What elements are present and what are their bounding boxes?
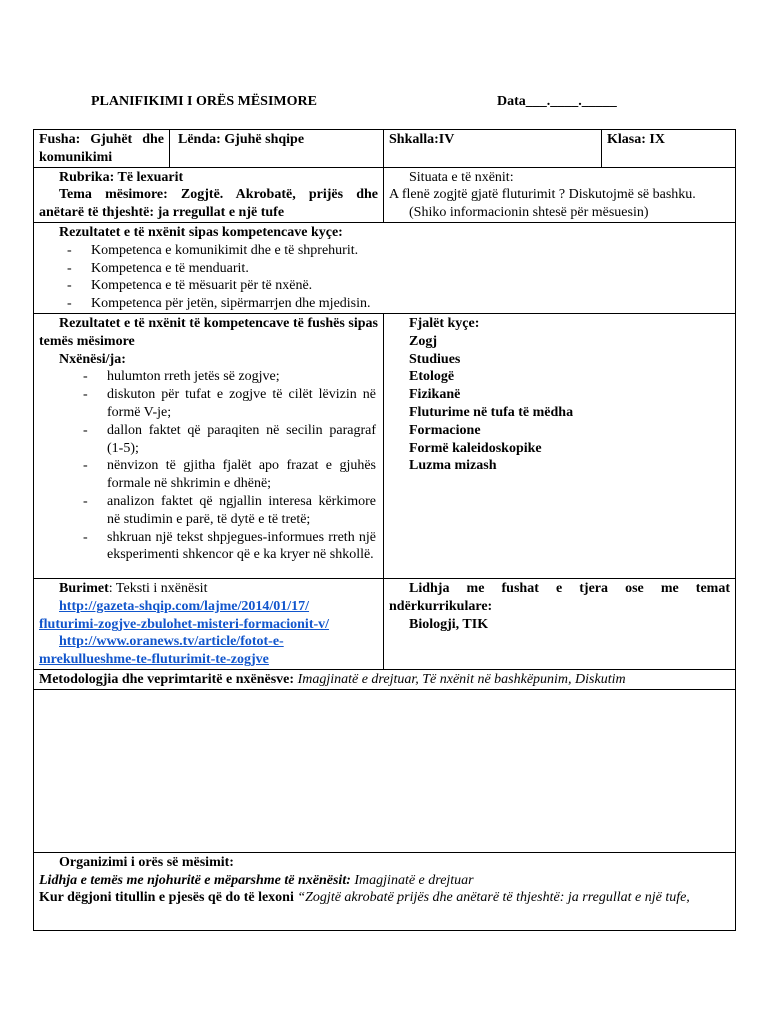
prior-knowledge-label: Lidhja e temës me njohuritë e mëparshme të nxënësit:	[39, 872, 351, 888]
topic-cell	[34, 167, 384, 222]
list-item: - dallon faktet që paraqiten në secilin paragraf (1-5);	[107, 422, 376, 458]
row-organization	[34, 852, 736, 930]
shkalla-cell: Shkalla:IV	[384, 130, 602, 168]
interdisciplinary-label: Lidhja me fushat e tjera ose me temat ndërkurrikulare:	[389, 580, 730, 614]
list-item: - Kompetenca për jetën, sipërmarrjen dhe mjedisin.	[91, 295, 730, 313]
page-title: PLANIFIKIMI I ORËS MËSIMORE	[91, 94, 317, 109]
prior-knowledge-value: Imagjinatë e drejtuar	[350, 872, 474, 888]
link-line	[39, 651, 378, 669]
klasa-cell: Klasa: IX	[602, 130, 736, 168]
list-item: - hulumton rreth jetës së zogjve;	[107, 368, 376, 386]
keyword-item: Etologë	[409, 369, 455, 385]
list-item: - Kompetenca e të mësuarit për të nxënë.	[91, 277, 730, 295]
organization-cell	[34, 852, 736, 930]
keyword-item: Fluturime në tufa të mëdha	[409, 404, 574, 420]
resources-text: : Teksti i nxënësit	[108, 580, 208, 596]
list-item: - Kompetenca e të menduarit.	[91, 260, 730, 278]
methodology-value: Imagjinatë e drejtuar, Të nxënit në bashkëpunim, Diskutim	[297, 671, 626, 687]
list-item: - analizon faktet që ngjallin interesa kërkimore në studimin e parë, të dytë e të tretë;	[107, 493, 376, 529]
field-outcomes-list	[39, 368, 378, 564]
rubrika-text: Rubrika: Të lexuarit	[59, 169, 184, 185]
tema-text: Tema mësimore: Zogjtë. Akrobatë, prijës dhe anëtarë të thjeshtë: ja rregullat e një tufe	[39, 187, 378, 221]
row-subject-info	[34, 130, 736, 168]
list-item: - shkruan një tekst shpjegues-informues rreth një eksperimenti shkencor që e ka kryer në shkollë.	[107, 529, 376, 565]
situata-note: (Shiko informacionin shtesë për mësuesin)	[409, 205, 649, 221]
row-empty	[34, 689, 736, 852]
oranews-link[interactable]: http://www.oranews.tv/article/fotot-e-	[59, 634, 284, 650]
keyword-item: Formë kaleidoskopike	[409, 440, 542, 456]
lenda-cell: Lënda: Gjuhë shqipe	[170, 130, 384, 168]
situata-label: Situata e të nxënit:	[409, 169, 514, 185]
methodology-cell	[34, 669, 736, 689]
row-topic	[34, 167, 736, 222]
row-key-competences	[34, 222, 736, 313]
row-field-outcomes	[34, 313, 736, 578]
interdisciplinary-cell	[384, 578, 736, 669]
oranews-link-continued[interactable]: mrekullueshme-te-fluturimit-te-zogjve	[39, 652, 269, 668]
link-line	[39, 598, 378, 616]
prior-knowledge-line	[39, 872, 730, 890]
list-item: - nënvizon të gjitha fjalët apo frazat e gjuhës formale në shkrimin e dhënë;	[107, 457, 376, 493]
key-competences-list	[39, 242, 730, 313]
fusha-cell: Fusha: Gjuhët dhe komunikimi	[34, 130, 170, 168]
keywords-cell	[384, 313, 736, 578]
keyword-item: Studiues	[409, 351, 461, 367]
field-outcomes-heading: Rezultatet e të nxënit të kompetencave të fushës sipas temës mësimore	[39, 315, 378, 349]
row-resources	[34, 578, 736, 669]
link-line	[39, 616, 378, 634]
title-hearing-quote: “Zogjtë akrobatë prijës dhe anëtarë të thjeshtë: ja rregullat e një tufe,	[297, 890, 690, 906]
key-competences-cell	[34, 222, 736, 313]
keyword-item: Zogj	[409, 333, 437, 349]
resources-cell	[34, 578, 384, 669]
organization-heading: Organizimi i orës së mësimit:	[59, 854, 234, 870]
list-item: - diskuton për tufat e zogjve të cilët lëvizin në formë V-je;	[107, 386, 376, 422]
gazeta-link-continued[interactable]: fluturimi-zogjve-zbulohet-misteri-formacionit-v/	[39, 616, 330, 632]
field-outcomes-cell	[34, 313, 384, 578]
situata-text: A flenë zogjtë gjatë fluturimit ? Diskutojmë së bashku.	[389, 187, 696, 203]
keyword-item: Formacione	[409, 422, 481, 438]
interdisciplinary-value: Biologji, TIK	[409, 616, 489, 632]
link-line	[39, 633, 378, 651]
keywords-label: Fjalët kyçe:	[409, 315, 480, 331]
date-field: Data___.____._____	[497, 94, 617, 109]
title-hearing-line	[39, 889, 730, 907]
resources-line	[39, 580, 378, 598]
row-methodology	[34, 669, 736, 689]
keyword-item: Fizikanë	[409, 387, 461, 403]
key-competences-heading: Rezultatet e të nxënit sipas kompetencave kyçe:	[59, 224, 343, 240]
resources-label: Burimet	[59, 580, 109, 596]
students-label: Nxënësi/ja:	[59, 351, 126, 367]
gazeta-link[interactable]: http://gazeta-shqip.com/lajme/2014/01/17/	[59, 598, 310, 614]
empty-cell	[34, 689, 736, 852]
title-hearing-label: Kur dëgjoni titullin e pjesës që do të lexoni	[39, 890, 298, 906]
methodology-label: Metodologjia dhe veprimtaritë e nxënësve:	[39, 671, 298, 687]
keyword-item: Luzma mizash	[409, 458, 497, 474]
situata-cell	[384, 167, 736, 222]
lesson-plan-table	[33, 129, 736, 931]
list-item: - Kompetenca e komunikimit dhe e të shprehurit.	[91, 242, 730, 260]
